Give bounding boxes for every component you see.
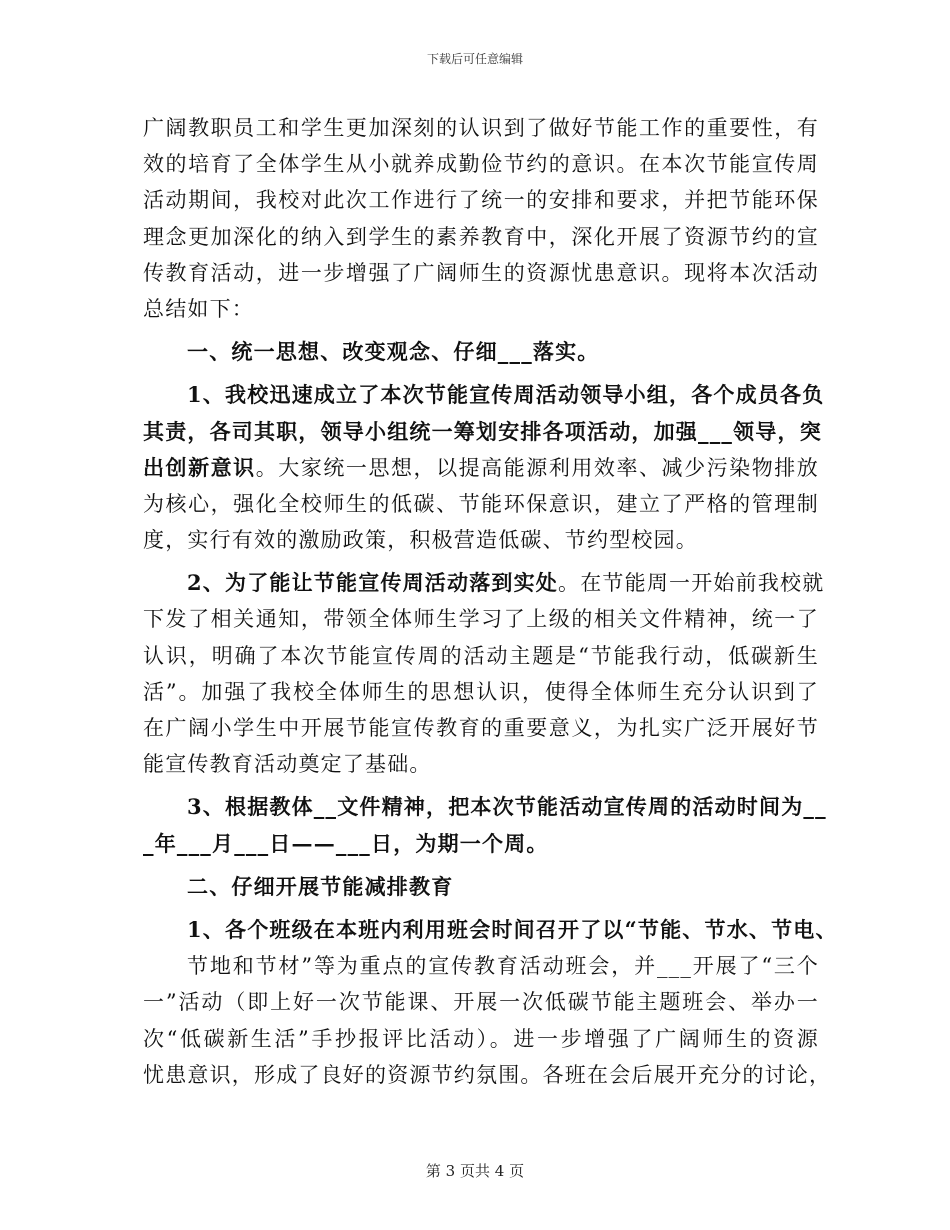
text-line: 传教育活动，进一步增强了广阔师生的资源忧患意识。现将本次活动 (143, 260, 819, 285)
bold-text: 出创新意识 (143, 454, 256, 480)
bold-text: 2、为了能让节能宣传周活动落到实处 (187, 570, 559, 596)
text-line: _年___月___日——___日，为期一个周。 (143, 830, 549, 856)
plain-text: 。在节能周一开始前我校就 (558, 571, 825, 596)
text-line: 其责，各司其职，领导小组统一筹划安排各项活动，加强___领导，突 (143, 418, 822, 444)
text-line: 广阔教职员工和学生更加深刻的认识到了做好节能工作的重要性，有 (143, 116, 819, 140)
text-line: 活动期间，我校对此次工作进行了统一的安排和要求，并把节能环保 (143, 188, 819, 213)
text-line: 次“低碳新生活”手抄报评比活动）。进一步增强了广阔师生的资源 (143, 1026, 819, 1051)
text-line: 度，实行有效的激励政策，积极营造低碳、节约型校园。 (143, 528, 698, 553)
page-footer: 第 3 页共 4 页 (425, 1162, 525, 1180)
text-line: 1、我校迅速成立了本次节能宣传周活动领导小组，各个成员各负 (187, 382, 825, 408)
text-line: 忧患意识，形成了良好的资源节约氛围。各班在会后展开充分的讨论， (143, 1062, 832, 1087)
text-line: 效的培育了全体学生从小就养成勤俭节约的意识。在本次节能宣传周 (143, 152, 819, 177)
text-line (143, 565, 825, 601)
section-heading: 二、仔细开展节能减排教育 (187, 873, 454, 899)
text-line: 为核心，强化全校师生的低碳、节能环保意识，建立了严格的管理制 (143, 491, 819, 516)
text-line: 认识，明确了本次节能宣传周的活动主题是“节能我行动，低碳新生 (143, 643, 819, 668)
text-line: 总结如下： (143, 296, 254, 321)
text-line: 能宣传教育活动奠定了基础。 (143, 752, 432, 777)
text-line: 下发了相关通知，带领全体师生学习了上级的相关文件精神，统一了 (143, 607, 819, 632)
text-line: 活”。加强了我校全体师生的思想认识，使得全体师生充分认识到了 (143, 679, 819, 704)
text-line: 3、根据教体__文件精神，把本次节能活动宣传周的活动时间为__ (187, 794, 827, 820)
text-line: 节地和节材”等为重点的宣传教育活动班会，并___开展了“三个 (187, 954, 819, 979)
section-heading: 一、统一思想、改变观念、仔细___落实。 (187, 339, 600, 365)
text-line: 一”活动（即上好一次节能课、开展一次低碳节能主题班会、举办一 (143, 990, 819, 1015)
text-line (143, 450, 819, 486)
plain-text: 。大家统一思想，以提高能源利用效率、减少污染物排放 (255, 455, 820, 480)
text-line: 1、各个班级在本班内利用班会时间召开了以“节能、节水、节电、 (187, 916, 838, 942)
document-body (143, 110, 838, 1093)
page-header: 下载后可任意编辑 (426, 52, 523, 66)
text-line: 理念更加深化的纳入到学生的素养教育中，深化开展了资源节约的宣 (143, 224, 819, 249)
text-line: 在广阔小学生中开展节能宣传教育的重要意义，为扎实广泛开展好节 (143, 716, 819, 740)
